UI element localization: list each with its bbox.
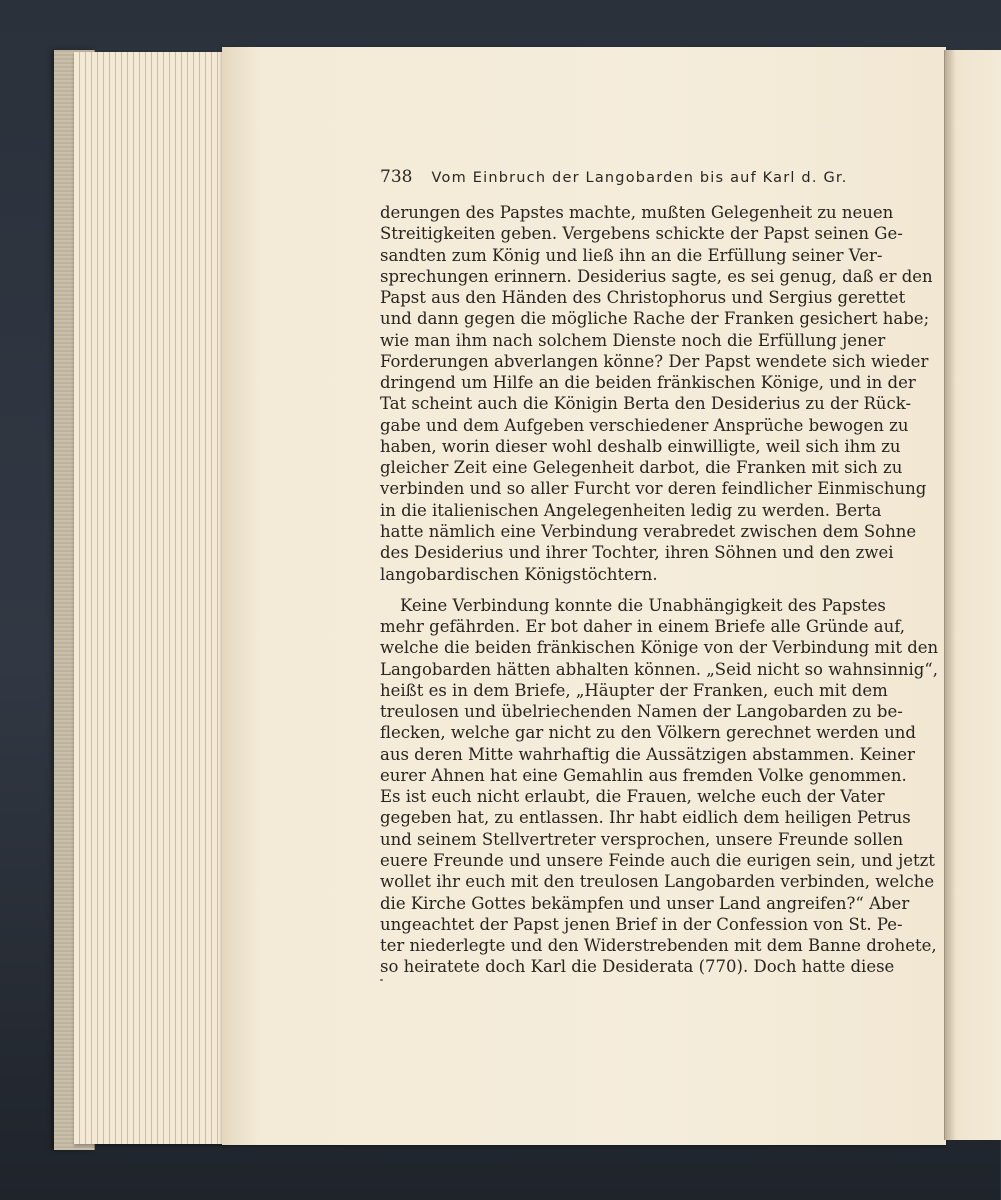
text-line: verbinden und so aller Furcht vor deren feindlicher Einmischung [380, 479, 927, 499]
text-line: Tat scheint auch die Königin Berta den Desiderius zu der Rück- [380, 394, 912, 414]
text-line: aus deren Mitte wahrhaftig die Aussätzigen abstammen. Keiner [380, 744, 915, 764]
text-line: Es ist euch nicht erlaubt, die Frauen, welche euch der Vater [380, 787, 885, 807]
page-edges-stack [74, 52, 226, 1144]
text-line: Keine Verbindung konnte die Unabhängigkeit des Papstes [400, 595, 886, 615]
text-line: Forderungen abverlangen könne? Der Papst wendete sich wieder [380, 351, 929, 371]
text-line: und dann gegen die mögliche Rache der Franken gesichert habe; [380, 309, 930, 329]
text-line: Papst aus den Händen des Christophorus und Sergius gerettet [380, 288, 906, 308]
running-head [380, 167, 848, 195]
text-line: gleicher Zeit eine Gelegenheit darbot, die Franken mit sich zu [380, 458, 903, 478]
text-line: gabe und dem Aufgeben verschiedener Ansprüche bewogen zu [380, 415, 909, 435]
text-line: langobardischen Königstöchtern. [380, 564, 658, 584]
text-line: mehr gefährden. Er bot daher in einem Briefe alle Gründe auf, [380, 617, 906, 637]
text-line: euere Freunde und unsere Feinde auch die eurigen sein, und jetzt [380, 850, 935, 870]
text-line: flecken, welche gar nicht zu den Völkern gerechnet werden und [380, 723, 916, 743]
text-line: haben, worin dieser wohl deshalb einwilligte, weil sich ihm zu [380, 436, 901, 456]
text-line: so heiratete doch Karl die Desiderata (770). Doch hatte diese [380, 957, 895, 977]
text-line: in die italienischen Angelegenheiten ledig zu werden. Berta [380, 500, 882, 520]
text-line: die Kirche Gottes bekämpfen und unser Land angreifen?“ Aber [380, 893, 910, 913]
text-line: heißt es in dem Briefe, „Häupter der Franken, euch mit dem [380, 680, 888, 700]
text-line: hatte nämlich eine Verbindung verabredet zwischen dem Sohne [380, 521, 917, 541]
text-line: gegeben hat, zu entlassen. Ihr habt eidlich dem heiligen Petrus [380, 808, 911, 828]
text-line: eurer Ahnen hat eine Gemahlin aus fremden Volke genommen. [380, 765, 907, 785]
print-speck [380, 979, 383, 981]
text-line: sandten zum König und ließ ihn an die Erfüllung seiner Ver- [380, 245, 883, 265]
text-line: dringend um Hilfe an die beiden fränkischen Könige, und in der [380, 373, 916, 393]
text-line: wie man ihm nach solchem Dienste noch die Erfüllung jener [380, 330, 886, 350]
text-line: derungen des Papstes machte, mußten Gelegenheit zu neuen [380, 203, 894, 222]
body-text [380, 202, 939, 978]
facing-page-edge [944, 50, 1001, 1140]
text-line: und seinem Stellvertreter versprochen, unsere Freunde sollen [380, 829, 904, 849]
text-line: sprechungen erinnern. Desiderius sagte, es sei genug, daß er den [380, 266, 933, 286]
text-line: ungeachtet der Papst jenen Brief in der Confession von St. Pe- [380, 914, 903, 934]
text-line: treulosen und übelriechenden Namen der Langobarden zu be- [380, 702, 903, 722]
paragraph-gap [380, 585, 856, 595]
text-line: ter niederlegte und den Widerstrebenden mit dem Banne drohete, [380, 936, 937, 956]
paragraph-1 [380, 202, 933, 585]
text-line: Langobarden hätten abhalten können. „Seid nicht so wahnsinnig“, [380, 659, 938, 679]
text-line: Streitigkeiten geben. Vergebens schickte der Papst seinen Ge- [380, 224, 903, 244]
running-title: Vom Einbruch der Langobarden bis auf Karl d. Gr. [431, 170, 848, 186]
text-line: welche die beiden fränkischen Könige von der Verbindung mit den [380, 638, 939, 658]
text-line: des Desiderius und ihrer Tochter, ihren Söhnen und den zwei [380, 543, 894, 563]
paragraph-2 [380, 595, 939, 978]
page-number: 738 [380, 167, 413, 187]
text-line: wollet ihr euch mit den treulosen Langobarden verbinden, welche [380, 872, 935, 892]
